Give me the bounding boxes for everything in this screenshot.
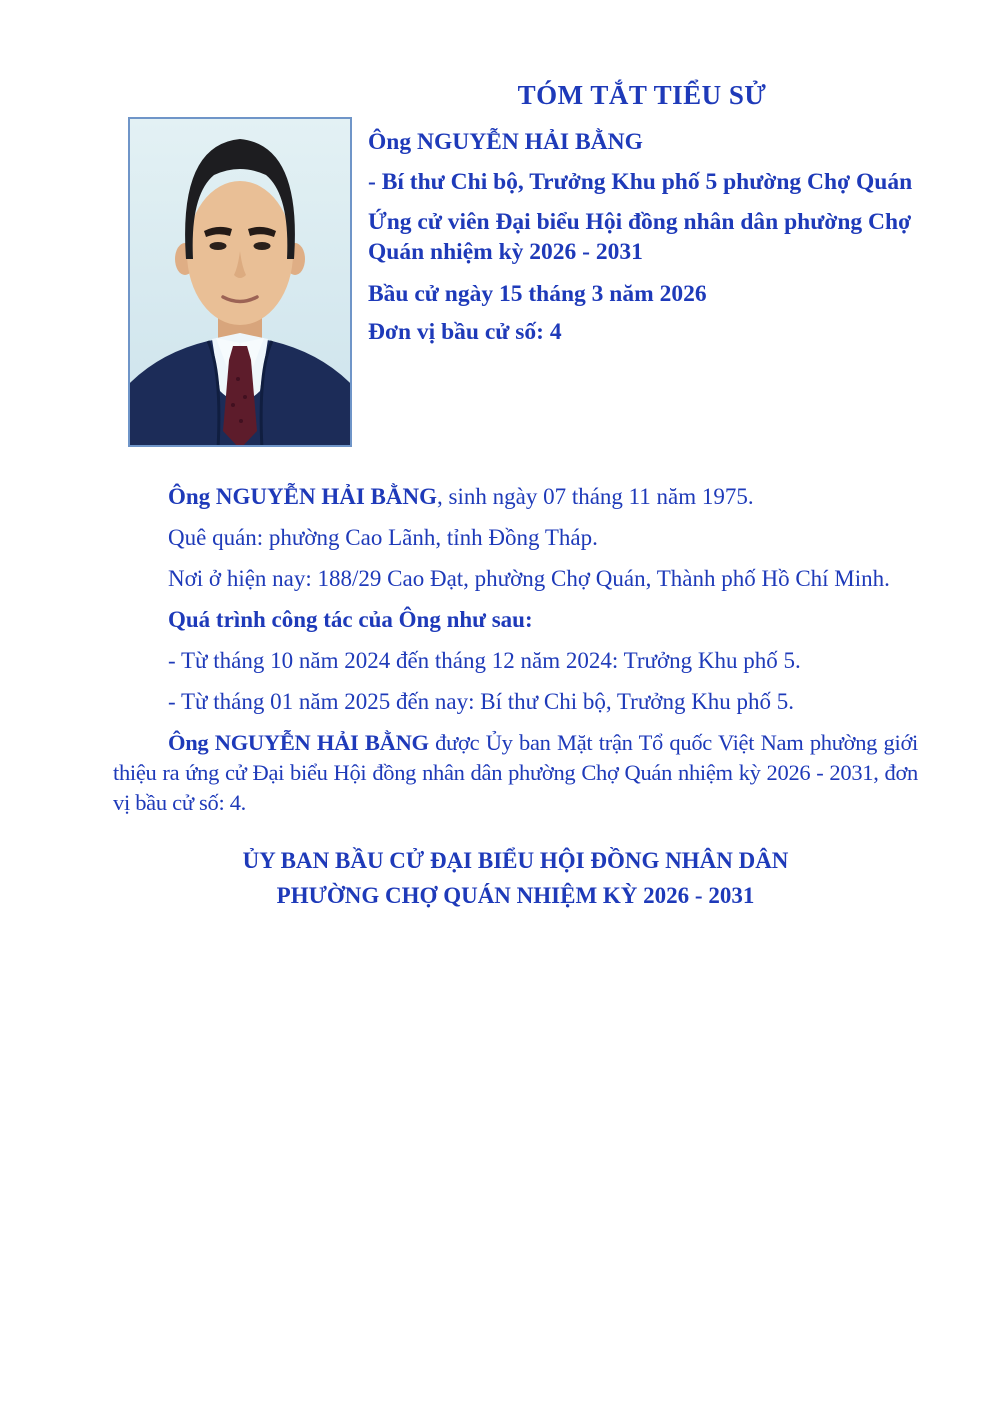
residence-line: Nơi ở hiện nay: 188/29 Cao Đạt, phường Chợ Quán, Thành phố Hồ Chí Minh. <box>168 566 890 591</box>
birth-line-name: Ông NGUYỄN HẢI BẰNG <box>168 484 438 509</box>
footer-line-2: PHƯỜNG CHỢ QUÁN NHIỆM KỲ 2026 - 2031 <box>276 883 755 908</box>
footer-line-1: ỦY BAN BẦU CỬ ĐẠI BIỂU HỘI ĐỒNG NHÂN DÂN <box>242 848 789 873</box>
election-unit-line: Đơn vị bầu cử số: 4 <box>368 319 562 345</box>
candidate-name-heading: Ông NGUYỄN HẢI BẰNG <box>368 129 643 155</box>
nomination-paragraph <box>113 728 918 818</box>
election-committee-footer <box>113 843 918 913</box>
career-item-2: - Từ tháng 01 năm 2025 đến nay: Bí thư Chi bộ, Trưởng Khu phố 5. <box>168 689 795 714</box>
election-date-line: Bầu cử ngày 15 tháng 3 năm 2026 <box>368 281 707 307</box>
portrait-illustration <box>130 119 350 445</box>
birth-line <box>113 482 918 512</box>
career-heading: Quá trình công tác của Ông như sau: <box>168 607 533 632</box>
candidate-position-line: - Bí thư Chi bộ, Trưởng Khu phố 5 phường Chợ Quán <box>368 169 913 195</box>
candidate-photo <box>128 117 352 447</box>
career-item-1: - Từ tháng 10 năm 2024 đến tháng 12 năm 2024: Trưởng Khu phố 5. <box>168 648 801 673</box>
nomination-rest: được Ủy ban Mặt trận Tổ quốc Việt Nam phường giới thiệu ra ứng cử Đại biểu Hội đồng nhân dân phường Chợ Quán nhiệm kỳ 2026 - 2031, đơn vị bầu cử số: 4. <box>113 730 918 815</box>
biography-body <box>113 482 918 818</box>
hometown-line: Quê quán: phường Cao Lãnh, tỉnh Đồng Tháp. <box>168 525 598 550</box>
candidate-council-line: Ứng cử viên Đại biểu Hội đồng nhân dân phường Chợ Quán nhiệm kỳ 2026 - 2031 <box>368 209 912 265</box>
page-title: TÓM TẮT TIỂU SỬ <box>517 80 767 110</box>
birth-line-rest: , sinh ngày 07 tháng 11 năm 1975. <box>437 484 754 509</box>
nomination-name: Ông NGUYỄN HẢI BẰNG <box>168 730 429 755</box>
header-info <box>368 127 924 347</box>
